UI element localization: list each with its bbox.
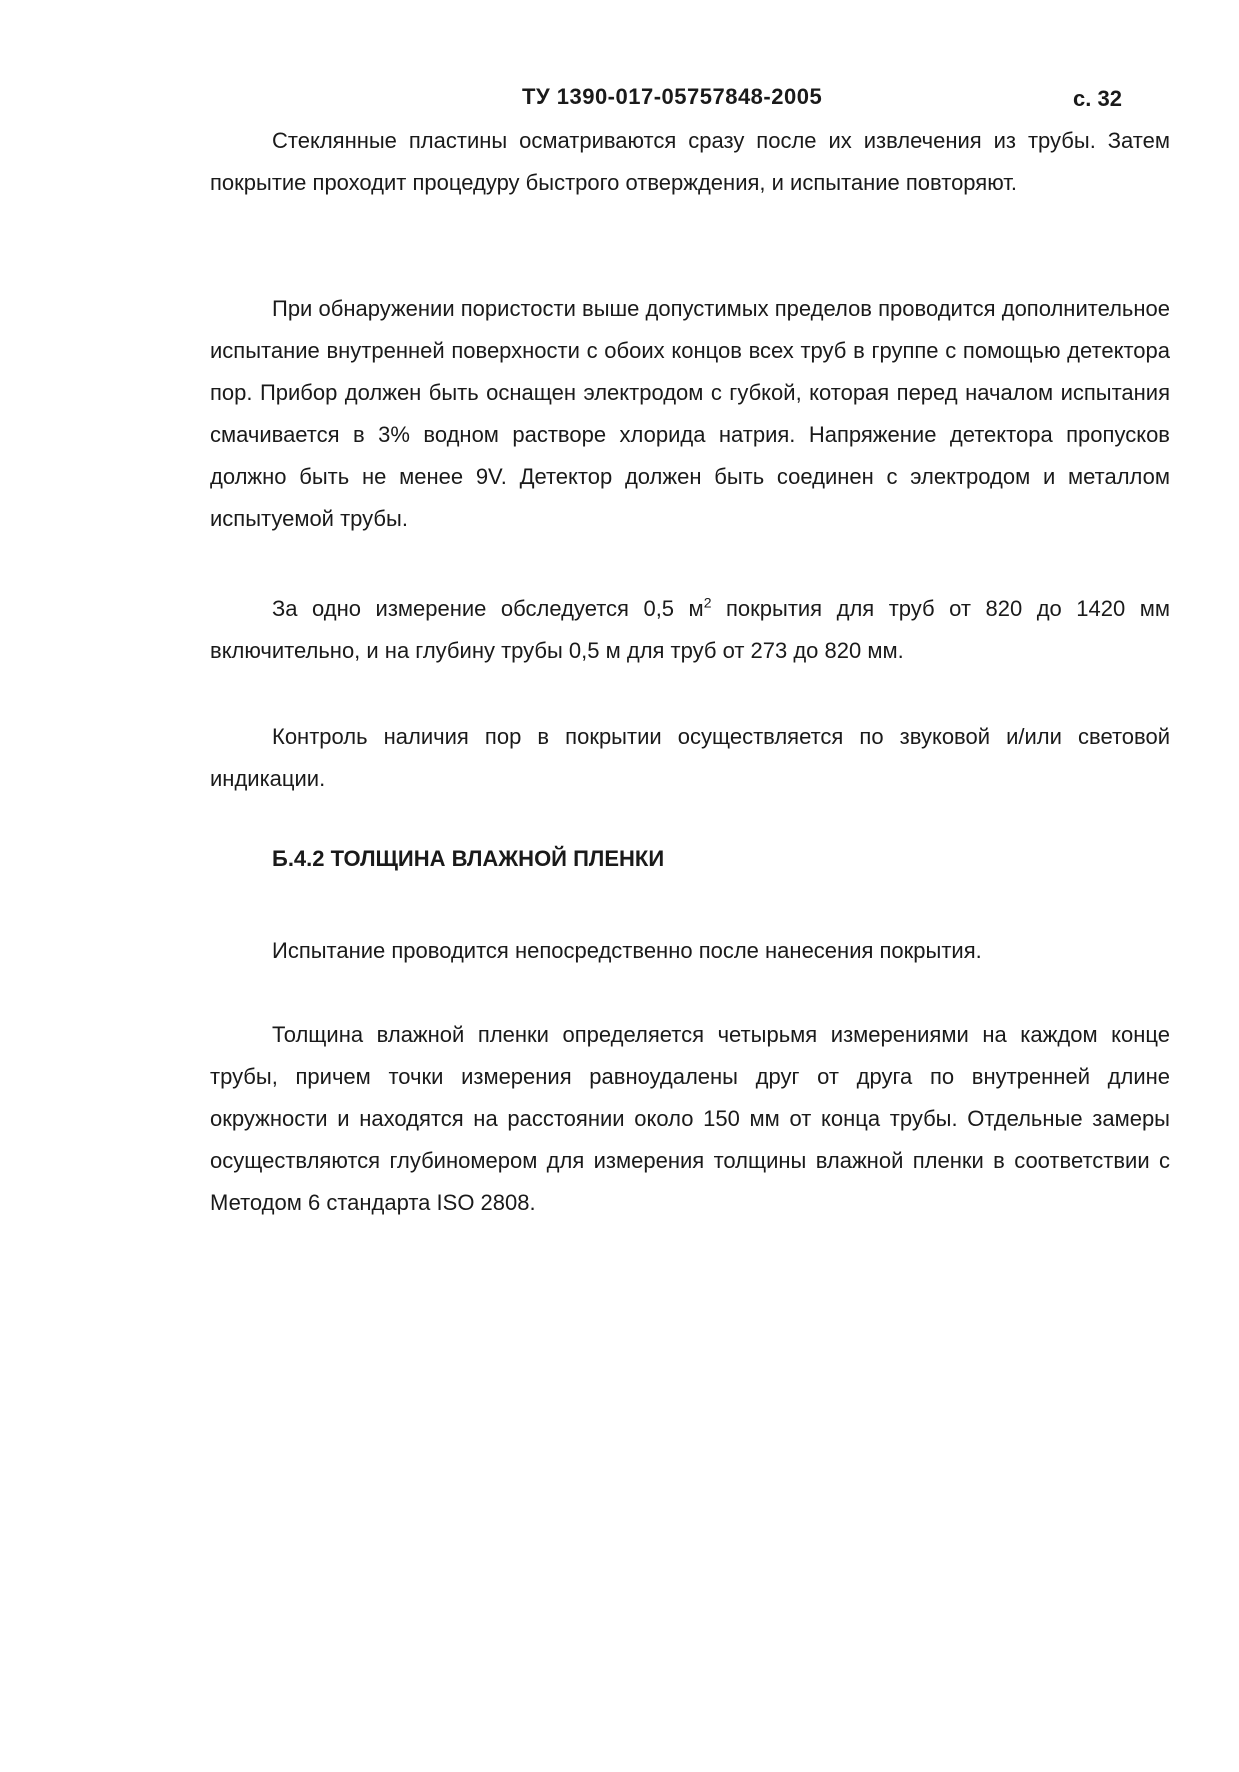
page-number: с. 32 [1073, 86, 1122, 111]
paragraph-glass-plates: Стеклянные пластины осматриваются сразу после их извлечения из трубы. Затем покрытие проходит процедуру быстрого отверждения, и испытание повторяют. [210, 128, 1170, 195]
measurement-text-start: За одно измерение обследуется 0,5 м [272, 596, 704, 621]
section-heading: Б.4.2 ТОЛЩИНА ВЛАЖНОЙ ПЛЕНКИ [272, 846, 665, 871]
square-superscript: 2 [703, 594, 712, 611]
measurement-text-end: покрытия для труб от 820 до 1420 мм включительно, и на глубину трубы 0,5 м для труб от 273 до 820 мм. [210, 596, 1171, 663]
paragraph-indication: Контроль наличия пор в покрытии осуществляется по звуковой и/или световой индикации. [210, 724, 1170, 791]
paragraph-wet-film-thickness: Толщина влажной пленки определяется четырьмя измерениями на каждом конце трубы, причем точки измерения равноудалены друг от друга по внутренней длине окружности и находятся на расстоянии около 150 мм от конца трубы. Отдельные замеры осуществляются глубиномером для измерения толщины влажной пленки в соответствии с Методом 6 стандарта ISO 2808. [210, 1022, 1170, 1215]
paragraph-measurement-area [210, 588, 1170, 672]
paragraph-test-timing: Испытание проводится непосредственно после нанесения покрытия. [272, 938, 982, 963]
document-code: ТУ 1390-017-05757848-2005 [522, 84, 823, 109]
paragraph-porosity-detector: При обнаружении пористости выше допустимых пределов проводится дополнительное испытание внутренней поверхности с обоих концов всех труб в группе с помощью детектора пор. Прибор должен быть оснащен электродом с губкой, которая перед началом испытания смачивается в 3% водном растворе хлорида натрия. Напряжение детектора пропусков должно быть не менее 9V. Детектор должен быть соединен с электродом и металлом испытуемой трубы. [210, 296, 1170, 531]
